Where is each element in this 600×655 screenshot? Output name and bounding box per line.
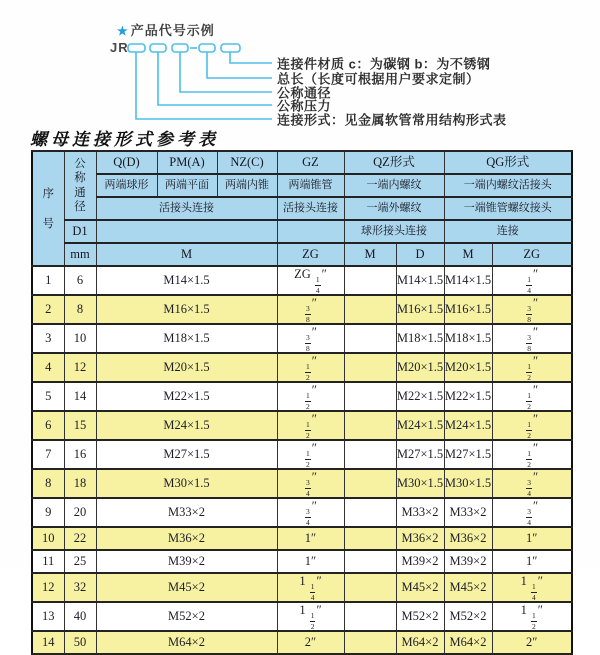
table-header: [32, 151, 572, 266]
cell-dn: 12: [64, 353, 96, 382]
cell-qz-m: [344, 498, 396, 527]
cell-dn: 14: [64, 382, 96, 411]
cell-gz-zg: $\frac{3}{8}$ ″: [277, 324, 344, 353]
header-sub-m: M: [96, 243, 277, 266]
cell-qg-zg: $\frac{3}{4}$ ″: [492, 469, 572, 498]
table-body: [32, 266, 572, 654]
cell-qz-m: [344, 469, 396, 498]
cell-qz-m: [344, 382, 396, 411]
table-wrapper: [31, 150, 573, 655]
cell-m: M18×1.5: [96, 324, 277, 353]
cell-dn: 40: [64, 602, 96, 631]
cell-qz-m: [344, 602, 396, 631]
nut-connection-table: [31, 150, 573, 655]
header-sub-zg: ZG: [277, 243, 344, 266]
header-conn-ball: 球形接头连接: [344, 220, 444, 243]
table-row: [32, 266, 572, 295]
cell-qg-zg: $\frac{1}{2}$ ″: [492, 411, 572, 440]
cell-m: M20×1.5: [96, 353, 277, 382]
cell-qg-m: M27×1.5: [444, 440, 492, 469]
cell-qg-zg: $\frac{1}{2}$ ″: [492, 353, 572, 382]
header-conn: 连接: [444, 220, 572, 243]
cell-qg-zg: $\frac{3}{4}$ ″: [492, 498, 572, 527]
cell-qg-m: M18×1.5: [444, 324, 492, 353]
cell-gz-zg: 1″: [277, 550, 344, 573]
diagram-title-text: 产品代号示例: [130, 23, 215, 38]
cell-dn: 15: [64, 411, 96, 440]
cell-qz-d: M64×2: [396, 631, 444, 654]
cell-qz-d: M27×1.5: [396, 440, 444, 469]
code-box-2: [150, 44, 166, 52]
cell-qg-m: M64×2: [444, 631, 492, 654]
header-blank-2: [277, 220, 344, 243]
cell-gz-zg: $\frac{1}{2}$ ″: [277, 440, 344, 469]
cell-dn: 50: [64, 631, 96, 654]
table-row: [32, 353, 572, 382]
cell-m: M33×2: [96, 498, 277, 527]
cell-seq: 11: [32, 550, 64, 573]
label-connection: 连接形式：见金属软管常用结构形式表: [277, 112, 507, 128]
cell-gz-zg: $\frac{1}{2}$ ″: [277, 353, 344, 382]
leader-line-connection: [136, 52, 272, 119]
header-desc-qd: 两端球形: [96, 174, 157, 197]
header-sub-qgm: M: [444, 243, 492, 266]
cell-seq: 13: [32, 602, 64, 631]
cell-qz-d: M36×2: [396, 527, 444, 550]
label-diameter: 公称通径: [277, 85, 332, 101]
header-desc-nzc: 两端内锥: [217, 174, 277, 197]
header-joint-external: 一端外螺纹: [344, 197, 444, 220]
cell-dn: 16: [64, 440, 96, 469]
cell-qg-zg: $\frac{3}{8}$ ″: [492, 295, 572, 324]
header-dn: 公称通径: [64, 151, 96, 220]
code-prefix: JR: [110, 40, 129, 55]
cell-seq: 10: [32, 527, 64, 550]
cell-dn: 18: [64, 469, 96, 498]
header-desc-pma: 两端平面: [157, 174, 217, 197]
cell-m: M22×1.5: [96, 382, 277, 411]
cell-dn: 8: [64, 295, 96, 324]
header-sub-qgzg: ZG: [492, 243, 572, 266]
star-icon: ★: [117, 24, 129, 38]
cell-seq: 7: [32, 440, 64, 469]
cell-qz-m: [344, 353, 396, 382]
cell-m: M27×1.5: [96, 440, 277, 469]
cell-qg-zg: 2″: [492, 631, 572, 654]
header-group-gz: GZ: [277, 151, 344, 174]
cell-qg-zg: $\frac{1}{2}$ ″: [492, 382, 572, 411]
header-joint-gz: 活接头连接: [277, 197, 344, 220]
table-row: [32, 440, 572, 469]
table-row: [32, 550, 572, 573]
cell-seq: 5: [32, 382, 64, 411]
cell-qz-d: M30×1.5: [396, 469, 444, 498]
product-code-diagram: [0, 0, 600, 140]
header-joint-union: 活接头连接: [96, 197, 277, 220]
cell-qz-m: [344, 631, 396, 654]
table-row: [32, 527, 572, 550]
cell-qg-zg: 1″: [492, 550, 572, 573]
cell-gz-zg: $\frac{3}{4}$ ″: [277, 469, 344, 498]
code-box-3: [172, 44, 188, 52]
header-group-qd: Q(D): [96, 151, 157, 174]
cell-qz-d: M20×1.5: [396, 353, 444, 382]
cell-seq: 14: [32, 631, 64, 654]
cell-m: M24×1.5: [96, 411, 277, 440]
cell-dn: 32: [64, 573, 96, 602]
cell-dn: 22: [64, 527, 96, 550]
table-row: [32, 411, 572, 440]
cell-qz-m: [344, 440, 396, 469]
cell-m: M36×2: [96, 527, 277, 550]
header-desc-gz: 两端锥管: [277, 174, 344, 197]
cell-m: M64×2: [96, 631, 277, 654]
header-blank-1: [96, 220, 277, 243]
cell-m: M39×2: [96, 550, 277, 573]
header-desc-qg: 一端内螺纹活接头: [444, 174, 572, 197]
table-row: [32, 631, 572, 654]
cell-qg-m: M24×1.5: [444, 411, 492, 440]
header-group-qz: QZ形式: [344, 151, 444, 174]
cell-seq: 4: [32, 353, 64, 382]
cell-gz-zg: $\frac{3}{4}$ ″: [277, 498, 344, 527]
cell-gz-zg: 2″: [277, 631, 344, 654]
cell-gz-zg: 1 $\frac{1}{2}$ ″: [277, 602, 344, 631]
cell-qg-zg: 1″: [492, 527, 572, 550]
cell-qz-d: M14×1.5: [396, 266, 444, 295]
cell-qg-zg: $\frac{1}{4}$ ″: [492, 266, 572, 295]
leader-line-material: [230, 52, 272, 63]
cell-qg-m: M52×2: [444, 602, 492, 631]
code-box-5: [221, 44, 240, 52]
header-joint-taper: 一端锥管螺纹接头: [444, 197, 572, 220]
code-box-1: [128, 44, 145, 52]
code-box-4: [199, 44, 215, 52]
cell-qz-d: M16×1.5: [396, 295, 444, 324]
table-row: [32, 469, 572, 498]
cell-gz-zg: 1″: [277, 527, 344, 550]
cell-qz-d: M33×2: [396, 498, 444, 527]
cell-qg-m: M22×1.5: [444, 382, 492, 411]
cell-dn: 20: [64, 498, 96, 527]
header-group-qg: QG形式: [444, 151, 572, 174]
cell-qg-zg: 1 $\frac{1}{2}$ ″: [492, 602, 572, 631]
header-sub-qzm: M: [344, 243, 396, 266]
header-mm: mm: [64, 243, 96, 266]
label-material: 连接件材质 c：为碳钢 b：为不锈钢: [277, 56, 491, 72]
cell-dn: 25: [64, 550, 96, 573]
table-row: [32, 324, 572, 353]
cell-qz-m: [344, 527, 396, 550]
header-d1: D1: [64, 220, 96, 243]
label-length: 总长（长度可根据用户要求定制）: [277, 71, 480, 87]
cell-seq: 6: [32, 411, 64, 440]
cell-qz-m: [344, 411, 396, 440]
cell-seq: 2: [32, 295, 64, 324]
cell-seq: 8: [32, 469, 64, 498]
cell-qz-d: M45×2: [396, 573, 444, 602]
cell-qz-d: M39×2: [396, 550, 444, 573]
cell-qz-m: [344, 266, 396, 295]
table-row: [32, 295, 572, 324]
cell-qg-m: M14×1.5: [444, 266, 492, 295]
cell-qz-d: M18×1.5: [396, 324, 444, 353]
cell-m: M52×2: [96, 602, 277, 631]
cell-qg-zg: $\frac{1}{2}$ ″: [492, 440, 572, 469]
cell-qg-m: M33×2: [444, 498, 492, 527]
cell-m: M14×1.5: [96, 266, 277, 295]
cell-seq: 3: [32, 324, 64, 353]
cell-qg-m: M36×2: [444, 527, 492, 550]
cell-qz-m: [344, 295, 396, 324]
cell-gz-zg: $\frac{1}{2}$ ″: [277, 411, 344, 440]
cell-seq: 9: [32, 498, 64, 527]
cell-qz-d: M22×1.5: [396, 382, 444, 411]
cell-seq: 1: [32, 266, 64, 295]
label-pressure: 公称压力: [277, 98, 332, 114]
cell-qg-m: M16×1.5: [444, 295, 492, 324]
cell-dn: 10: [64, 324, 96, 353]
leader-line-length: [207, 52, 272, 78]
header-group-pma: PM(A): [157, 151, 217, 174]
cell-gz-zg: ZG $\frac{1}{4}$ ″: [277, 266, 344, 295]
cell-gz-zg: 1 $\frac{1}{4}$ ″: [277, 573, 344, 602]
cell-qg-zg: $\frac{3}{8}$ ″: [492, 324, 572, 353]
table-row: [32, 498, 572, 527]
header-group-nzc: NZ(C): [217, 151, 277, 174]
cell-qg-m: M20×1.5: [444, 353, 492, 382]
cell-gz-zg: $\frac{1}{2}$ ″: [277, 382, 344, 411]
cell-m: M30×1.5: [96, 469, 277, 498]
cell-gz-zg: $\frac{3}{8}$ ″: [277, 295, 344, 324]
cell-seq: 12: [32, 573, 64, 602]
header-seq: 序号: [32, 151, 64, 266]
cell-qz-d: M24×1.5: [396, 411, 444, 440]
cell-qg-m: M39×2: [444, 550, 492, 573]
table-row: [32, 602, 572, 631]
cell-qz-m: [344, 573, 396, 602]
cell-qz-d: M52×2: [396, 602, 444, 631]
cell-qz-m: [344, 550, 396, 573]
header-sub-qzd: D: [396, 243, 444, 266]
cell-dn: 6: [64, 266, 96, 295]
cell-qg-m: M45×2: [444, 573, 492, 602]
cell-m: M45×2: [96, 573, 277, 602]
cell-qg-zg: 1 $\frac{1}{4}$ ″: [492, 573, 572, 602]
table-row: [32, 573, 572, 602]
cell-qz-m: [344, 324, 396, 353]
table-title: 螺母连接形式参考表: [30, 130, 219, 150]
cell-qg-m: M30×1.5: [444, 469, 492, 498]
table-row: [32, 382, 572, 411]
header-desc-qz: 一端内螺纹: [344, 174, 444, 197]
cell-m: M16×1.5: [96, 295, 277, 324]
leader-line-diameter: [180, 52, 272, 92]
